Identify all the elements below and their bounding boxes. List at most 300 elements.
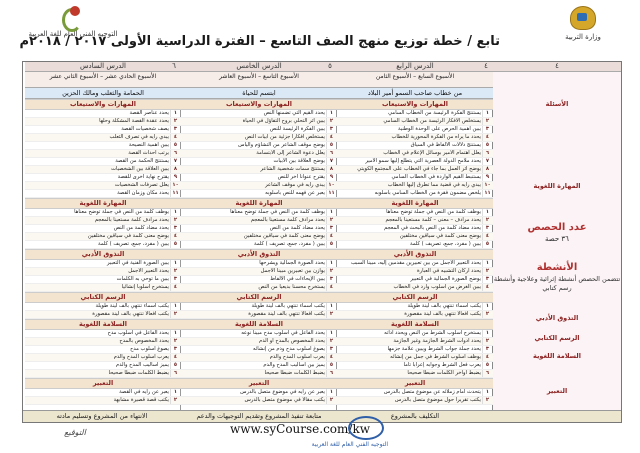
objective-text: يحدد عناصر القصة: [129, 110, 169, 116]
objective-number: ٦: [170, 150, 180, 157]
objective-row: [181, 118, 337, 126]
objective-number: ١: [482, 260, 492, 267]
objective-number: ٥: [326, 241, 336, 248]
objective-number: ١: [482, 330, 492, 337]
objective-text: يوضح معنى كلمة في سياقين مختلفين: [87, 233, 169, 239]
objective-number: ٥: [326, 362, 336, 369]
lesson-title: الدرس الخامس: [236, 62, 282, 70]
objective-number: ١١: [170, 190, 180, 197]
objective-number: ١: [482, 303, 492, 310]
objective-row: [181, 166, 337, 174]
official-stamp: التوجيه الفني العام للغة العربية: [344, 416, 388, 450]
objective-text: يحدد التعبير الأجمل من بين تعبيرين مقدمين إليه، مبيناً السبب: [350, 260, 481, 266]
objective-text: يبدي رأيه في قضية مما تطرق إليها الخطاب: [387, 182, 481, 188]
objective-number: ٢: [482, 397, 492, 404]
objective-number: ٤: [326, 233, 336, 240]
objective-row: [181, 241, 337, 249]
section-header: المهارات والاستيعاب: [181, 99, 337, 110]
objective-row: [337, 284, 493, 292]
objective-number: ١: [326, 209, 336, 216]
objective-number: ١٠: [170, 182, 180, 189]
objective-text: يبين أهمية الحرص على الوحدة الوطنية: [397, 126, 481, 132]
objective-number: ٨: [326, 166, 336, 173]
objective-number: ١: [170, 110, 180, 117]
objective-row: [25, 346, 181, 354]
objective-row: [25, 389, 181, 397]
objective-text: يحدد ما يراه من الفكرة المحورية للخطاب: [391, 134, 481, 140]
curriculum-table: [22, 61, 622, 423]
objective-text: يكتب مقالاً في موضوع متصل بالدرس: [244, 397, 325, 403]
objective-number: ٦: [326, 150, 336, 157]
objective-row: [181, 225, 337, 233]
objective-number: ٦: [326, 370, 336, 377]
signature-stamp: التوقيع: [64, 428, 86, 437]
objective-text: يبدي رأيه في موقف الشاعر: [265, 182, 325, 188]
objective-number: ٤: [482, 354, 492, 361]
objective-number: ٣: [482, 276, 492, 283]
objective-row: [181, 217, 337, 225]
objective-number: ٣: [170, 346, 180, 353]
objective-row: [337, 190, 493, 198]
lesson-number: ٦: [172, 62, 176, 70]
objective-text: يبين الصورة الفنية في التعبير: [107, 260, 169, 266]
objective-text: يستخرج محسناً بديعياً من النص: [258, 284, 325, 290]
objective-row: [181, 110, 337, 118]
objective-text: يبدي رأيه في تصرف الثعلب: [109, 134, 169, 140]
objective-row: [181, 362, 337, 370]
objective-number: ٢: [326, 118, 336, 125]
objective-number: ٤: [170, 354, 180, 361]
lesson-title: الدرس الرابع: [396, 62, 434, 70]
lesson-column-4: [336, 62, 493, 422]
objective-text: يبين الفكرة الرئيسة للنص: [269, 126, 325, 132]
objective-number: ٤: [326, 134, 336, 141]
objective-row: [337, 217, 493, 225]
objective-row: [181, 311, 337, 319]
objective-row: [337, 233, 493, 241]
objective-text: يحدد أركان التشبيه في العبارة: [416, 268, 481, 274]
objective-text: يصوغ أسلوب مدح وذم من إنشائه: [253, 346, 325, 352]
objective-number: ١: [326, 260, 336, 267]
objective-text: يكتب أسماء تنتهي بألف لينة طويلة: [95, 303, 169, 309]
objective-number: ٧: [170, 158, 180, 165]
lesson-column-6: [25, 62, 181, 422]
objective-text: يحدد مرادف كلمة مستعيناً بالمعجم: [94, 217, 169, 223]
objective-number: ١: [170, 389, 180, 396]
objective-row: [337, 354, 493, 362]
objective-row: [181, 276, 337, 284]
objective-row: [25, 354, 181, 362]
objective-row: [337, 174, 493, 182]
side-count-block: [493, 222, 621, 243]
objective-text: يوظف كلمة من النص في جملة توضح معناها: [230, 209, 325, 215]
objective-number: ١: [170, 209, 180, 216]
objective-row: [181, 303, 337, 311]
lesson-number: ٤: [484, 62, 488, 70]
objective-text: يحدد مضاد كلمة من النص بالبحث في المعجم: [384, 225, 481, 231]
objective-text: يعلل اهتمام الأمير بوسائل الإعلام في الخطاب: [383, 150, 481, 156]
objective-row: [337, 311, 493, 319]
objective-text: يحدد أدوات الشرط الجازمة وغير الجازمة: [393, 338, 481, 344]
objective-number: ٢: [482, 338, 492, 345]
objective-row: [25, 166, 181, 174]
objective-number: ٩: [170, 174, 180, 181]
supervision-caption: التوجيه الفني العام للغة العربية: [28, 30, 118, 38]
objective-text: يبين ( مفرد، جمع، تصريف ) كلمة: [410, 241, 481, 247]
objective-row: [181, 370, 337, 378]
objective-text: يستنتج دلالات الألفاظ في السياق: [410, 142, 481, 148]
objective-row: [25, 268, 181, 276]
objective-row: [337, 260, 493, 268]
objective-number: ٧: [482, 158, 492, 165]
objective-number: ٤: [170, 284, 180, 291]
objective-text: يحدد مرادف – معنى – كلمة مستعيناً بالمعجم: [385, 217, 481, 223]
section-header: المهارات والاستيعاب: [337, 99, 493, 110]
objective-text: يوضح العلاقة بين الأبيات: [273, 158, 325, 164]
objective-number: ٢: [482, 118, 492, 125]
objective-row: [25, 233, 181, 241]
objective-row: [25, 217, 181, 225]
objective-number: ٢: [482, 311, 492, 318]
objective-number: ٦: [170, 370, 180, 377]
objective-text: يحدد الصورة الجمالية ويشرحها: [259, 260, 325, 266]
side-column: [492, 62, 621, 422]
objective-row: [181, 389, 337, 397]
objective-number: ٢: [482, 217, 492, 224]
objective-row: [25, 311, 181, 319]
objective-text: يبين الإيحاءات في الألفاظ: [270, 276, 325, 282]
objective-number: ٩: [326, 174, 336, 181]
objective-number: ٢: [170, 338, 180, 345]
objective-text: يوضح معنى كلمة في سياقين مختلفين: [399, 233, 481, 239]
objective-number: ٣: [170, 126, 180, 133]
objective-text: يعلل دعوة الشاعر إلى الابتسامة: [256, 150, 325, 156]
objective-number: ٥: [170, 362, 180, 369]
section-header: الرسم الكتابي: [25, 292, 181, 303]
objective-number: ٢: [326, 217, 336, 224]
objective-text: يحدد القيم التي تضمنها النص: [263, 110, 325, 116]
objective-number: ٥: [482, 142, 492, 149]
objective-text: يعرب أسلوب المدح والذم: [269, 354, 325, 360]
lesson-weeks: الأسبوع التاسع – الأسبوع العاشر: [181, 72, 337, 88]
objective-text: يحدد ملامح الدولة العصرية التي يتطلع إليها سمو الأمير: [365, 158, 481, 164]
objective-number: ١١: [482, 190, 492, 197]
objective-text: يميز أساليب المدح والذم: [116, 362, 169, 368]
objective-number: ٣: [170, 276, 180, 283]
lesson-title: الدرس السادس: [79, 62, 127, 70]
objective-text: يحدد الفاعل في أسلوب مدح: [107, 330, 169, 336]
objective-row: [181, 209, 337, 217]
objective-text: يعرب فعل الشرط وجوابه إعراباً تاماً: [403, 362, 481, 368]
objective-text: يحدد المخصوص بالمدح: [119, 338, 169, 344]
objective-text: يبين ما توحي به الكلمات: [116, 276, 169, 282]
objective-row: [181, 330, 337, 338]
objective-row: [337, 330, 493, 338]
objective-text: يقترح نهاية أخرى للقصة: [117, 174, 169, 180]
objective-text: يوظف كلمة من النص في جملة توضح معناها: [74, 209, 169, 215]
objective-row: [181, 126, 337, 134]
objective-text: يعلل تصرفات الشخصيات: [114, 182, 169, 188]
objective-row: [181, 354, 337, 362]
objective-number: ٥: [170, 241, 180, 248]
objective-row: [337, 150, 493, 158]
activities-text: تتضمن الحصص أنشطة إثرائية وعلاجية وأنشطة رسم كتابي: [493, 275, 621, 292]
objective-text: يوازن بين تعبيرين مبيناً الأجمل: [260, 268, 325, 274]
section-header: التذوق الأدبي: [25, 249, 181, 260]
objective-row: [337, 134, 493, 142]
activities-title: الأنشطة: [536, 262, 578, 273]
objective-number: ٤: [170, 134, 180, 141]
side-section-language: المهارة اللغوية: [533, 182, 581, 190]
objective-row: [25, 303, 181, 311]
objective-text: يصف شخصيات القصة: [121, 126, 169, 132]
objective-text: يوضح الصورة الجمالية في التعبير: [410, 276, 481, 282]
objective-text: يحدد مضاد كلمة من النص: [269, 225, 325, 231]
objective-text: يبين الغرض من أسلوب وارد في الخطاب: [393, 284, 481, 290]
lesson-column-5: [180, 62, 337, 422]
objective-text: يحدد مكان وزمان القصة: [117, 190, 169, 196]
objective-number: ٥: [326, 142, 336, 149]
objective-number: ٤: [482, 284, 492, 291]
objective-row: [181, 397, 337, 405]
lesson-topic: من خطاب صاحب السمو أمير البلاد: [337, 88, 493, 99]
objective-text: يبين ( مفرد، جمع، تصريف ) كلمة: [254, 241, 325, 247]
objective-number: ٤: [326, 354, 336, 361]
section-header: التعبير: [25, 378, 181, 389]
objective-row: [181, 142, 337, 150]
section-header: التعبير: [181, 378, 337, 389]
objective-row: [337, 166, 493, 174]
objective-row: [25, 362, 181, 370]
objective-number: ٥: [170, 142, 180, 149]
supervision-emblem-icon: [58, 6, 88, 28]
objective-text: يلخص مضمون فقرة من الخطاب السامي بأسلوبه: [374, 190, 481, 196]
objective-text: يتحدث أمام زملائه عن موضوع متصل بالدرس: [383, 389, 481, 395]
objective-text: يعرب أسلوب المدح والذم: [113, 354, 169, 360]
objective-text: يوضح أثر العمل بما جاء في الخطاب على المجتمع الكويتي: [357, 166, 481, 172]
objective-text: يحدد الفاعل في أسلوب مدح مبيناً نوعه: [241, 330, 325, 336]
objective-text: يستنتج الحكمة من القصة: [115, 158, 169, 164]
objective-number: ٧: [326, 158, 336, 165]
objective-row: [181, 158, 337, 166]
objective-text: يرتب أحداث القصة: [128, 150, 169, 156]
objective-row: [337, 397, 493, 405]
objective-number: ٢: [170, 217, 180, 224]
project-step: الانتهاء من المشروع وتسليم مادته: [56, 412, 148, 420]
objective-text: يكتب أفعالاً تنتهي بألف لينة مقصورة: [92, 311, 169, 317]
section-header: المهارة اللغوية: [337, 198, 493, 209]
objective-row: [25, 260, 181, 268]
objective-number: ٢: [170, 311, 180, 318]
objective-text: يحدد مضاد كلمة من النص: [113, 225, 169, 231]
lesson-topic: ابتسم للحياة: [181, 88, 337, 99]
objective-number: ٣: [326, 276, 336, 283]
objective-row: [337, 142, 493, 150]
objective-number: ٢: [170, 118, 180, 125]
objective-row: [181, 150, 337, 158]
section-header: السلامة اللغوية: [181, 319, 337, 330]
objective-number: ٢: [170, 268, 180, 275]
side-activities-block: [493, 262, 621, 293]
objective-text: يوظف كلمة من النص في جملة توضح معناها: [386, 209, 481, 215]
objective-text: يبين أهمية النصيحة: [128, 142, 169, 148]
objective-text: يستنتج الفكرة الرئيسة من الخطاب السامي: [388, 110, 481, 116]
lesson-label: [181, 62, 337, 72]
objective-text: يعبر عن رأيه في موضوع متصل بالدرس: [240, 389, 325, 395]
objective-row: [25, 225, 181, 233]
objective-number: ٢: [326, 397, 336, 404]
objective-number: ٣: [170, 225, 180, 232]
objective-text: يكتب أسماء تنتهي بألف لينة طويلة: [407, 303, 481, 309]
objective-text: يستخرج أسلوب الشرط من النص ويحدد أداته: [384, 330, 481, 336]
objective-row: [337, 303, 493, 311]
objective-number: ٤: [482, 233, 492, 240]
objective-text: يستنبط القيم الواردة في الخطاب السامي: [391, 174, 481, 180]
objective-number: ٤: [326, 284, 336, 291]
objective-number: ٥: [482, 241, 492, 248]
lesson-topic: الحمامة والثعلب ومالك الحزين: [25, 88, 181, 99]
objective-row: [181, 174, 337, 182]
objective-row: [337, 389, 493, 397]
objective-row: [181, 190, 337, 198]
objective-text: يحدد التعبير الأجمل: [128, 268, 169, 274]
website-url[interactable]: www.syCourse.com/kw: [230, 422, 370, 436]
objective-text: يستخرج أسلوباً إنشائياً: [121, 284, 169, 290]
objective-number: ١: [170, 330, 180, 337]
objective-row: [337, 346, 493, 354]
objective-text: يستخلص أفكاراً جزئية من أبيات النص: [244, 134, 325, 140]
objective-row: [337, 276, 493, 284]
objective-row: [181, 182, 337, 190]
objective-text: يوظف أسلوب الشرط في جمل من إنشائه: [390, 354, 481, 360]
section-header: السلامة اللغوية: [25, 319, 181, 330]
objective-number: ١: [482, 389, 492, 396]
lesson-number: ٥: [328, 62, 332, 70]
objective-text: يكتب أفعالاً تنتهي بألف لينة مقصورة: [404, 311, 481, 317]
section-header: الرسم الكتابي: [181, 292, 337, 303]
objective-number: ٣: [482, 225, 492, 232]
objective-row: [181, 134, 337, 142]
page-title: تابع / خطة توزيع منهج الصف التاسع – الفترة الدراسية الأولى ٢٠١٧ / ٢٠١٨م: [19, 34, 500, 49]
section-header: الرسم الكتابي: [337, 292, 493, 303]
objective-row: [181, 233, 337, 241]
objective-number: ١: [170, 303, 180, 310]
side-section-taste: التذوق الأدبي: [535, 314, 579, 322]
objective-row: [337, 370, 493, 378]
objective-row: [25, 241, 181, 249]
header: [0, 0, 640, 56]
lesson-label: [337, 62, 493, 72]
objective-row: [25, 209, 181, 217]
section-header: التعبير: [337, 378, 493, 389]
objective-text: يبين أثر التحلي بروح التفاؤل في الحياة: [242, 118, 325, 124]
objective-row: [25, 118, 181, 126]
objective-text: يميز بين أساليب المدح والذم: [263, 362, 325, 368]
objective-row: [337, 110, 493, 118]
objective-number: ٢: [326, 338, 336, 345]
section-header: التذوق الأدبي: [181, 249, 337, 260]
objective-number: ٢: [326, 311, 336, 318]
objective-row: [25, 158, 181, 166]
side-section-grammar: السلامة اللغوية: [533, 352, 581, 360]
objective-row: [337, 118, 493, 126]
objective-number: ٣: [482, 126, 492, 133]
side-header-spacer: [493, 72, 621, 98]
objective-text: يكتب أسماء تنتهي بألف لينة طويلة: [251, 303, 325, 309]
objective-text: يضبط أواخر الكلمات ضبطاً صحيحاً: [407, 370, 481, 376]
objective-number: ١: [482, 110, 492, 117]
objective-text: يكتب أفعالاً تنتهي بألف لينة مقصورة: [248, 311, 325, 317]
objective-number: ١: [170, 260, 180, 267]
objective-text: يكتب تقريراً حول موضوع متصل بالدرس: [394, 397, 481, 403]
objective-text: يستخلص الأفكار الرئيسة من الخطاب السامي: [383, 118, 481, 124]
objective-text: يحدد جملة جواب الشرط ويبين علامة جزمها: [387, 346, 481, 352]
objective-row: [337, 362, 493, 370]
objective-row: [337, 338, 493, 346]
objective-number: ١٠: [482, 182, 492, 189]
objective-row: [25, 284, 181, 292]
objective-number: ٦: [482, 370, 492, 377]
section-header: المهارات والاستيعاب: [25, 99, 181, 110]
objective-row: [25, 190, 181, 198]
section-header: السلامة اللغوية: [337, 319, 493, 330]
objective-row: [337, 241, 493, 249]
objective-row: [25, 338, 181, 346]
objective-row: [25, 110, 181, 118]
objective-number: ١١: [326, 190, 336, 197]
section-header: المهارة اللغوية: [25, 198, 181, 209]
side-section-writing: الرسم الكتابي: [534, 334, 580, 342]
objective-text: يوضح موقف الشاعر من التشاؤم واليأس: [238, 142, 325, 148]
objective-text: يحدد مرادف كلمة مستعيناً بالمعجم: [250, 217, 325, 223]
project-footer-row: [23, 410, 621, 422]
objective-number: ١: [326, 389, 336, 396]
objective-row: [181, 260, 337, 268]
side-section-questions: الأسئلة: [545, 100, 569, 108]
objective-number: ٤: [170, 233, 180, 240]
objective-number: ١٠: [326, 182, 336, 189]
objective-number: ٨: [482, 166, 492, 173]
objective-row: [25, 174, 181, 182]
side-number: ٤: [493, 62, 621, 72]
objective-number: ١: [326, 110, 336, 117]
side-section-expression: التعبير: [546, 387, 568, 395]
objective-text: يبين العلاقة بين الشخصيات: [111, 166, 169, 172]
objective-text: يكتب قصة قصيرة مشابهة: [113, 397, 169, 403]
objective-text: يضبط الكلمات ضبطاً صحيحاً: [264, 370, 325, 376]
objective-number: ٣: [326, 126, 336, 133]
objective-text: يصوغ أسلوب مدح: [130, 346, 169, 352]
objective-row: [25, 126, 181, 134]
lesson-weeks: الأسبوع الحادي عشر – الأسبوع الثاني عشر: [25, 72, 181, 88]
objective-number: ٢: [326, 268, 336, 275]
lesson-weeks: الأسبوع السابع – الأسبوع الثامن: [337, 72, 493, 88]
objective-row: [25, 276, 181, 284]
project-step: التكليف بالمشروع: [390, 412, 440, 420]
objective-text: يعبر عن رأيه في القصة: [119, 389, 169, 395]
objective-number: ٥: [482, 362, 492, 369]
objective-text: يوضح معنى كلمة في سياقين مختلفين: [243, 233, 325, 239]
objective-text: يضبط الكلمات ضبطاً صحيحاً: [108, 370, 169, 376]
objective-number: ٢: [170, 397, 180, 404]
objective-row: [337, 182, 493, 190]
objective-row: [25, 150, 181, 158]
objective-row: [181, 346, 337, 354]
objective-row: [337, 209, 493, 217]
objective-row: [337, 268, 493, 276]
lesson-label: [25, 62, 181, 72]
objective-text: يبين ( مفرد، جمع، تصريف ) كلمة: [98, 241, 169, 247]
